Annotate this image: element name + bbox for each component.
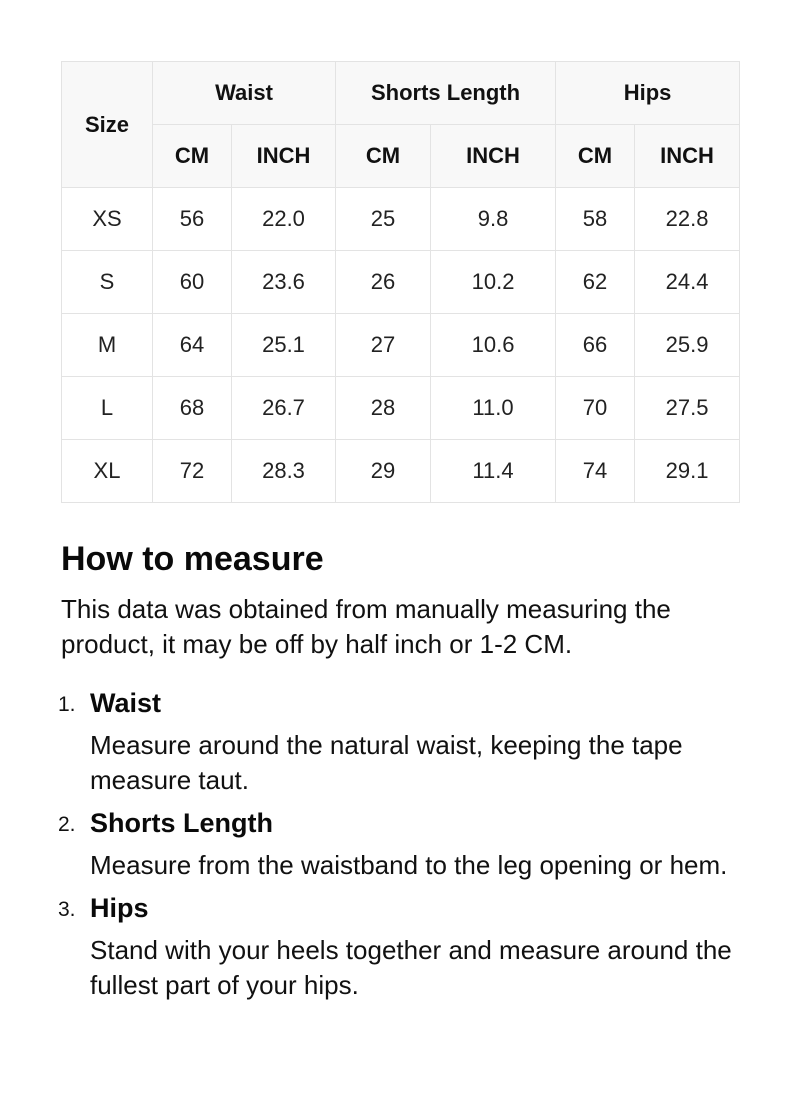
hips-inch-cell: 29.1	[635, 440, 740, 503]
hips-inch-cell: 22.8	[635, 188, 740, 251]
step-description: Stand with your heels together and measure around the fullest part of your hips.	[90, 935, 732, 1000]
hips-cm-cell: 66	[556, 314, 635, 377]
waist-inch-cell: 22.0	[232, 188, 336, 251]
table-row	[62, 251, 740, 314]
hips-cm-cell: 70	[556, 377, 635, 440]
shorts-length-cm-cell: 29	[336, 440, 431, 503]
measure-steps-list	[58, 684, 751, 1009]
shorts-length-cm-cell: 26	[336, 251, 431, 314]
step-title: Hips	[90, 893, 149, 923]
step-title: Waist	[90, 688, 162, 718]
step-number: 3.	[58, 898, 76, 921]
waist-group-header: Waist	[153, 62, 336, 125]
hips-cm-cell: 74	[556, 440, 635, 503]
step-number: 1.	[58, 693, 76, 716]
size-chart-table	[61, 61, 740, 503]
step-description: Measure around the natural waist, keeping the tape measure taut.	[90, 730, 683, 795]
step-title: Shorts Length	[90, 808, 273, 838]
hips-cm-cell: 62	[556, 251, 635, 314]
hips-inch-cell: 25.9	[635, 314, 740, 377]
waist-cm-header: CM	[153, 125, 232, 188]
shorts-length-inch-cell: 10.2	[431, 251, 556, 314]
hips-inch-header: INCH	[635, 125, 740, 188]
list-item	[58, 804, 751, 883]
waist-inch-header: INCH	[232, 125, 336, 188]
how-to-measure-heading: How to measure	[61, 540, 324, 578]
table-row	[62, 314, 740, 377]
step-number: 2.	[58, 813, 76, 836]
shorts-length-cm-header: CM	[336, 125, 431, 188]
waist-cm-cell: 60	[153, 251, 232, 314]
step-description: Measure from the waistband to the leg opening or hem.	[90, 850, 728, 880]
size-cell: M	[62, 314, 153, 377]
list-item	[58, 889, 751, 1003]
waist-inch-cell: 23.6	[232, 251, 336, 314]
table-group-header-row	[62, 62, 740, 125]
waist-cm-cell: 72	[153, 440, 232, 503]
table-row	[62, 440, 740, 503]
waist-inch-cell: 25.1	[232, 314, 336, 377]
waist-cm-cell: 56	[153, 188, 232, 251]
table-row	[62, 188, 740, 251]
shorts-length-inch-cell: 11.4	[431, 440, 556, 503]
waist-inch-cell: 28.3	[232, 440, 336, 503]
shorts-length-cm-cell: 28	[336, 377, 431, 440]
size-cell: S	[62, 251, 153, 314]
list-item	[58, 684, 751, 798]
hips-cm-header: CM	[556, 125, 635, 188]
hips-cm-cell: 58	[556, 188, 635, 251]
waist-inch-cell: 26.7	[232, 377, 336, 440]
shorts-length-inch-header: INCH	[431, 125, 556, 188]
measure-intro-text: This data was obtained from manually measuring the product, it may be off by half inch or 1-2 CM.	[61, 594, 671, 659]
hips-group-header: Hips	[556, 62, 740, 125]
hips-inch-cell: 24.4	[635, 251, 740, 314]
table-unit-header-row	[62, 125, 740, 188]
size-cell: XL	[62, 440, 153, 503]
shorts-length-cm-cell: 27	[336, 314, 431, 377]
size-cell: XS	[62, 188, 153, 251]
size-cell: L	[62, 377, 153, 440]
waist-cm-cell: 64	[153, 314, 232, 377]
hips-inch-cell: 27.5	[635, 377, 740, 440]
shorts-length-group-header: Shorts Length	[336, 62, 556, 125]
shorts-length-inch-cell: 10.6	[431, 314, 556, 377]
waist-cm-cell: 68	[153, 377, 232, 440]
shorts-length-cm-cell: 25	[336, 188, 431, 251]
shorts-length-inch-cell: 9.8	[431, 188, 556, 251]
size-column-header: Size	[62, 62, 153, 188]
table-row	[62, 377, 740, 440]
shorts-length-inch-cell: 11.0	[431, 377, 556, 440]
